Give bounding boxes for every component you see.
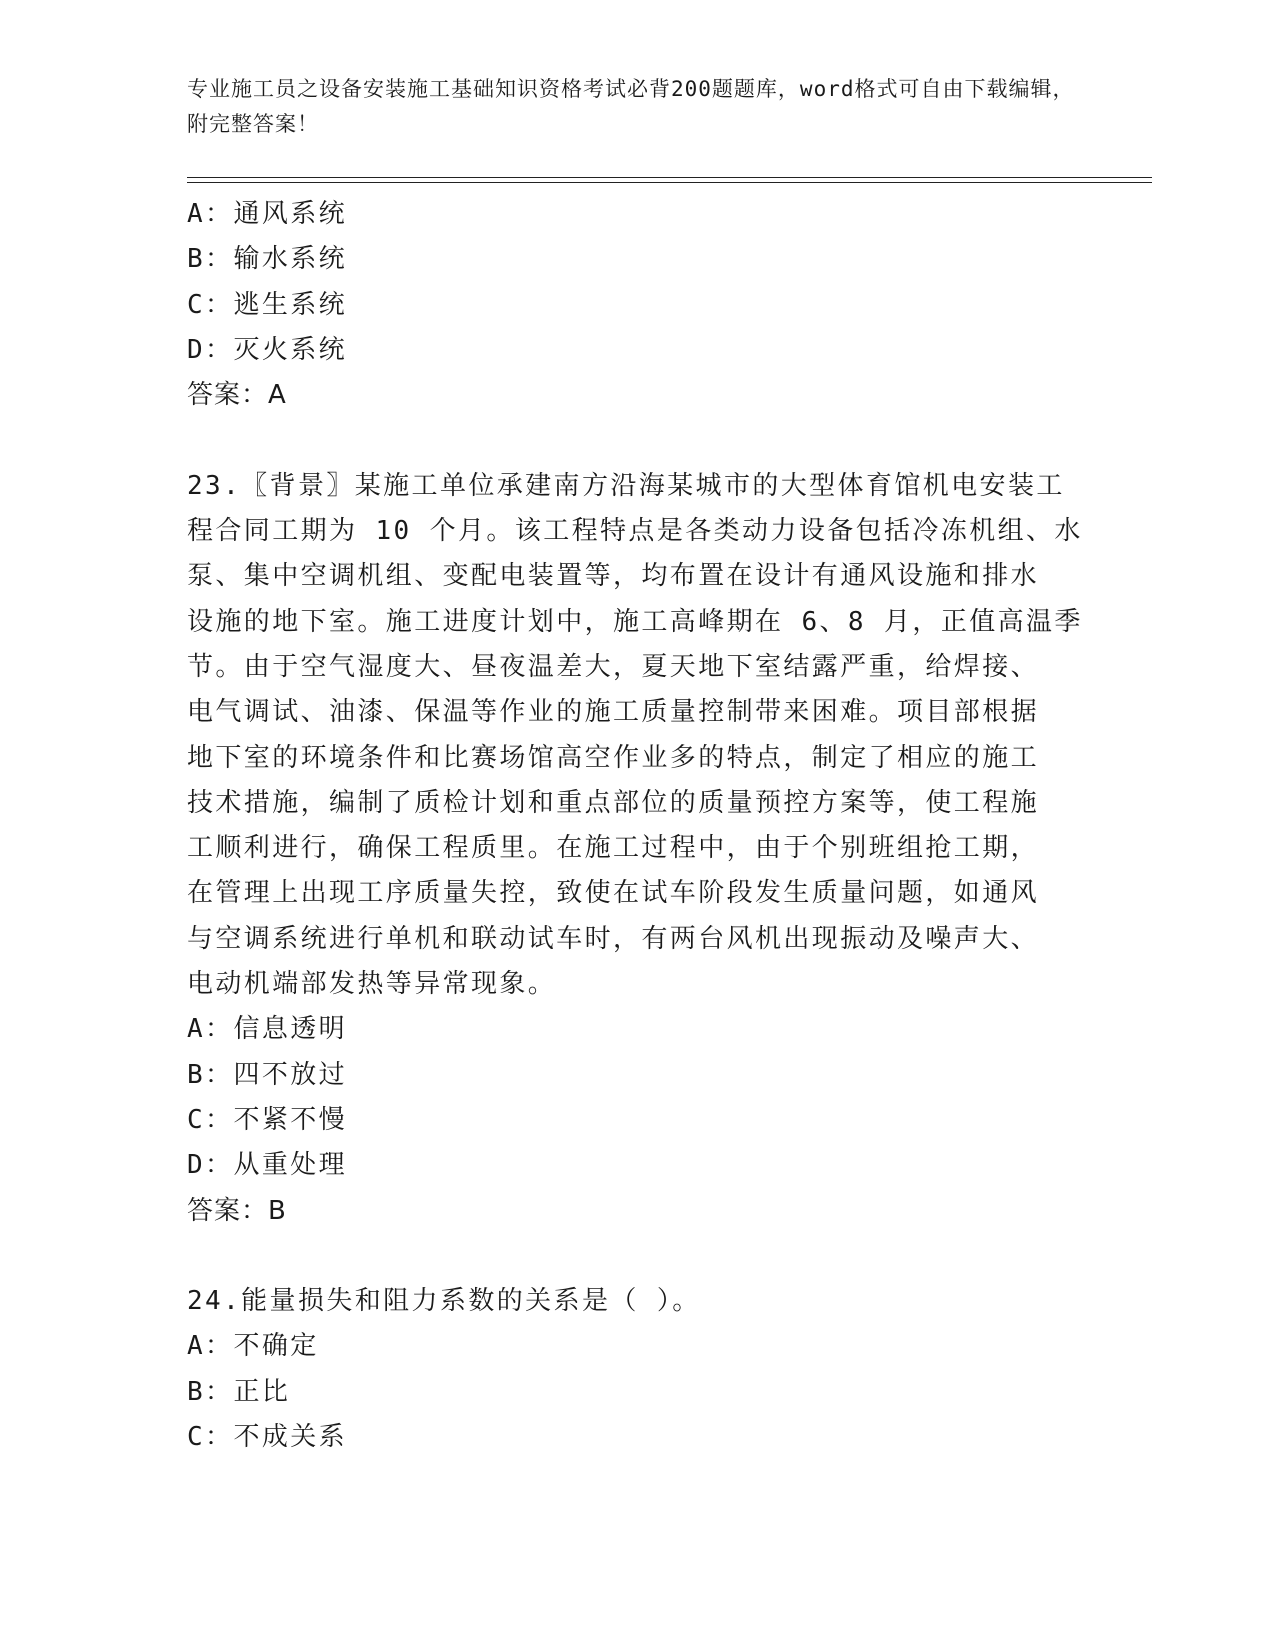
- header-divider-bottom: [187, 182, 1152, 183]
- option-c: C：逃生系统: [187, 289, 348, 320]
- document-header: 专业施工员之设备安装施工基础知识资格考试必背200题题库，word格式可自由下载编辑，附完整答案！: [187, 77, 1075, 136]
- option-c: C：不紧不慢: [187, 1104, 348, 1135]
- question-stem-line: 节。由于空气湿度大、昼夜温差大，夏天地下室结露严重，给焊接、: [187, 651, 1040, 682]
- option-d: D：灭火系统: [187, 334, 348, 365]
- question-content: [187, 192, 1083, 1460]
- option-c: C：不成关系: [187, 1422, 348, 1453]
- option-a: A：不确定: [187, 1331, 319, 1362]
- question-stem-line: 电气调试、油漆、保温等作业的施工质量控制带来困难。项目部根据: [187, 697, 1040, 728]
- header-divider-top: [187, 177, 1152, 178]
- question-stem: 24.能量损失和阻力系数的关系是（ ）。: [187, 1286, 701, 1317]
- question-24: [187, 1279, 1067, 1460]
- option-a: A：信息透明: [187, 1014, 348, 1045]
- question-stem-line: 在管理上出现工序质量失控，致使在试车阶段发生质量问题，如通风: [187, 878, 1040, 909]
- spacer: [187, 418, 1067, 463]
- question-stem-line: 地下室的环境条件和比赛场馆高空作业多的特点，制定了相应的施工: [187, 742, 1040, 773]
- answer: 答案：A: [187, 380, 287, 411]
- question-stem-line: 设施的地下室。施工进度计划中，施工高峰期在 6、8 月，正值高温季: [187, 606, 1083, 637]
- option-b: B：正比: [187, 1376, 291, 1407]
- answer: 答案：B: [187, 1195, 287, 1226]
- spacer: [187, 1234, 1067, 1279]
- question-stem-line: 23.〖背景〗某施工单位承建南方沿海某城市的大型体育馆机电安装工: [187, 470, 1065, 501]
- option-a: A：通风系统: [187, 199, 348, 229]
- question-stem-line: 工顺利进行，确保工程质里。在施工过程中，由于个别班组抢工期，: [187, 833, 1040, 864]
- option-d: D：从重处理: [187, 1150, 348, 1181]
- question-stem-line: 技术措施，编制了质检计划和重点部位的质量预控方案等，使工程施: [187, 787, 1040, 818]
- option-b: B：输水系统: [187, 244, 348, 275]
- question-22: [187, 192, 1067, 418]
- question-stem-line: 程合同工期为 10 个月。该工程特点是各类动力设备包括冷冻机组、水: [187, 516, 1083, 547]
- question-stem-line: 与空调系统进行单机和联动试车时，有两台风机出现振动及噪声大、: [187, 923, 1040, 954]
- question-stem-line: 泵、集中空调机组、变配电装置等，均布置在设计有通风设施和排水: [187, 561, 1040, 592]
- option-b: B：四不放过: [187, 1059, 348, 1090]
- question-stem-line: 电动机端部发热等异常现象。: [187, 969, 557, 1000]
- question-23: [187, 464, 1083, 1234]
